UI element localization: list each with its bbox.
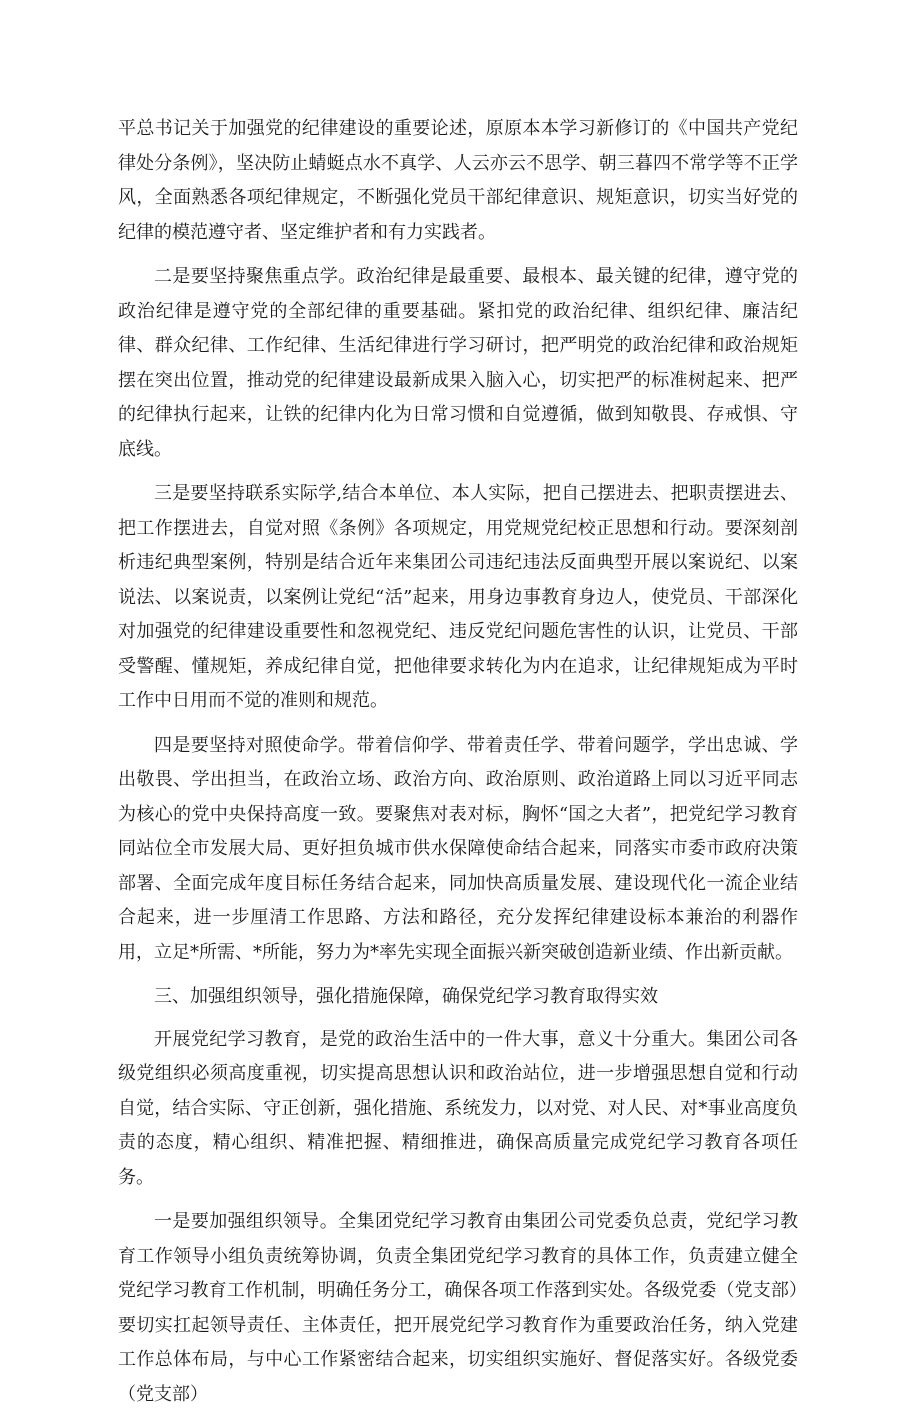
document-body [118, 112, 798, 1422]
paragraph-significance: 开展党纪学习教育，是党的政治生活中的一件大事，意义十分重大。集团公司各级党组织必须高度重视，切实提高思想认识和政治站位，进一步增强思想自觉和行动自觉，结合实际、守正创新，强化措施、系统发力，以对党、对人民、对*事业高度负责的态度，精心组织、精准把握、精细推进，确保高质量完成党纪学习教育各项任务。 [118, 1028, 798, 1188]
paragraph-continued: 平总书记关于加强党的纪律建设的重要论述，原原本本学习新修订的《中国共产党纪律处分条例》，坚决防止蜻蜓点水不真学、人云亦云不思学、朝三暮四不常学等不正学风，全面熟悉各项纪律规定，不断强化党员干部纪律意识、规矩意识，切实当好党的纪律的模范遵守者、坚定维护者和有力实践者。 [118, 118, 798, 243]
paragraph-focus-key-points: 二是要坚持聚焦重点学。政治纪律是最重要、最根本、最关键的纪律，遵守党的政治纪律是遵守党的全部纪律的重要基础。紧扣党的政治纪律、组织纪律、廉洁纪律、群众纪律、工作纪律、生活纪律进行学习研讨，把严明党的政治纪律和政治规矩摆在突出位置，推动党的纪律建设最新成果入脑入心，切实把严的标准树起来、把严的纪律执行起来，让铁的纪律内化为日常习惯和自觉遵循，做到知敬畏、存戒惧、守底线。 [118, 266, 798, 460]
paragraph-mission: 四是要坚持对照使命学。带着信仰学、带着责任学、带着问题学，学出忠诚、学出敬畏、学出担当，在政治立场、政治方向、政治原则、政治道路上同以习近平同志为核心的党中央保持高度一致。要聚焦对表对标，胸怀“国之大者”，把党纪学习教育同站位全市发展大局、更好担负城市供水保障使命结合起来，同落实市委市政府决策部署、全面完成年度目标任务结合起来，同加快高质量发展、建设现代化一流企业结合起来，进一步厘清工作思路、方法和路径，充分发挥纪律建设标本兼治的利器作用，立足*所需、*所能，努力为*率先实现全面振兴新突破创造新业绩、作出新贡献。 [118, 734, 798, 963]
section-heading: 三、加强组织领导，强化措施保障，确保党纪学习教育取得实效 [154, 986, 658, 1007]
paragraph-leadership: 一是要加强组织领导。全集团党纪学习教育由集团公司党委负总责，党纪学习教育工作领导小组负责统筹协调，负责全集团党纪学习教育的具体工作，负责建立健全党纪学习教育工作机制，明确任务分工，确保各项工作落到实处。各级党委（党支部）要切实扛起领导责任、主体责任，把开展党纪学习教育作为重要政治任务，纳入党建工作总体布局，与中心工作紧密结合起来，切实组织实施好、督促落实好。各级党委（党支部） [118, 1211, 798, 1405]
paragraph-link-to-practice: 三是要坚持联系实际学,结合本单位、本人实际，把自己摆进去、把职责摆进去、把工作摆进去，自觉对照《条例》各项规定，用党规党纪校正思想和行动。要深刻剖析违纪典型案例，特别是结合近年来集团公司违纪违法反面典型开展以案说纪、以案说法、以案说责，以案例让党纪“活”起来，用身边事教育身边人，使党员、干部深化对加强党的纪律建设重要性和忽视党纪、违反党纪问题危害性的认识，让党员、干部受警醒、懂规矩，养成纪律自觉，把他律要求转化为内在追求，让纪律规矩成为平时工作中日用而不觉的准则和规范。 [118, 483, 798, 711]
